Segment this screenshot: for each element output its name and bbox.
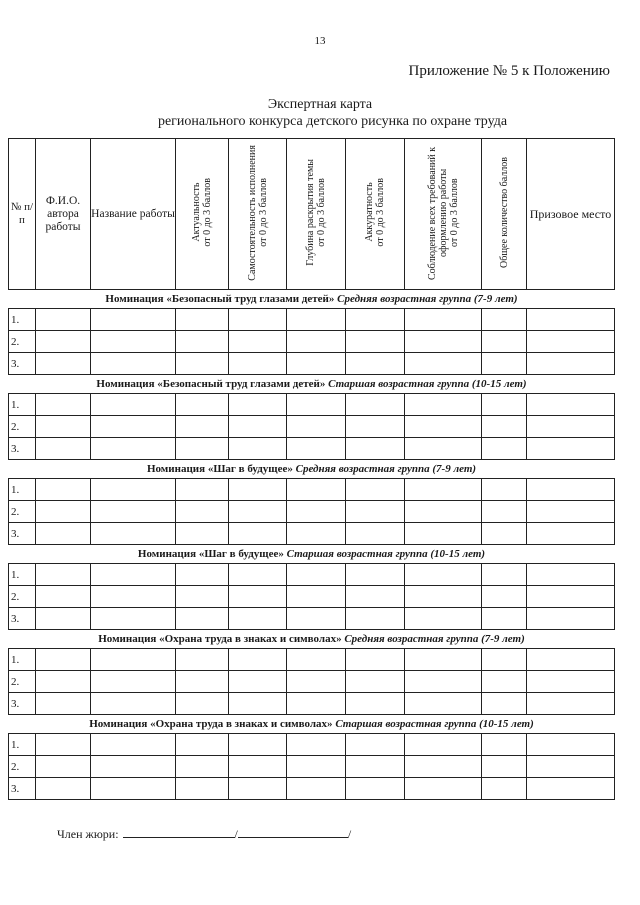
score-cell[interactable]	[482, 394, 527, 416]
row-number: 2.	[9, 671, 36, 693]
header-accuracy-scale: от 0 до 3 баллов	[375, 178, 386, 247]
score-cell[interactable]	[405, 394, 482, 416]
score-cell[interactable]	[91, 309, 176, 331]
nomination-row	[9, 290, 615, 309]
score-cell[interactable]	[346, 778, 405, 800]
score-cell[interactable]	[346, 671, 405, 693]
score-cell[interactable]	[527, 331, 615, 353]
table-row	[9, 523, 615, 545]
header-number: № п/п	[9, 139, 36, 290]
jury-separator-1: /	[234, 827, 238, 841]
score-cell[interactable]	[482, 416, 527, 438]
score-cell[interactable]	[229, 416, 287, 438]
score-cell[interactable]	[36, 693, 91, 715]
header-requirements	[405, 139, 482, 290]
score-cell[interactable]	[527, 479, 615, 501]
nomination-heading	[9, 715, 615, 734]
score-cell[interactable]	[176, 523, 229, 545]
score-cell[interactable]	[482, 501, 527, 523]
score-cell[interactable]	[346, 331, 405, 353]
score-cell[interactable]	[405, 353, 482, 375]
header-accuracy-label: Аккуратность	[364, 182, 375, 243]
score-cell[interactable]	[91, 438, 176, 460]
score-cell[interactable]	[176, 331, 229, 353]
score-cell[interactable]	[91, 671, 176, 693]
score-cell[interactable]	[527, 778, 615, 800]
score-cell[interactable]	[346, 438, 405, 460]
header-requirements-label: Соблюдение всех требований к оформлению работы	[426, 145, 449, 280]
score-cell[interactable]	[527, 438, 615, 460]
score-cell[interactable]	[346, 479, 405, 501]
title-line-1: Экспертная карта	[267, 97, 373, 112]
header-independence-scale: от 0 до 3 баллов	[257, 178, 269, 247]
score-cell[interactable]	[405, 586, 482, 608]
nomination-name: Номинация «Шаг в будущее»	[146, 463, 293, 475]
score-cell[interactable]	[229, 394, 287, 416]
score-cell[interactable]	[346, 501, 405, 523]
score-cell[interactable]	[346, 756, 405, 778]
score-cell[interactable]	[405, 309, 482, 331]
nomination-row	[9, 460, 615, 479]
score-cell[interactable]	[176, 778, 229, 800]
header-theme-depth-scale: от 0 до 3 баллов	[316, 178, 327, 247]
score-cell[interactable]	[346, 309, 405, 331]
row-number: 2.	[9, 331, 36, 353]
score-cell[interactable]	[287, 608, 346, 630]
score-cell[interactable]	[91, 479, 176, 501]
nomination-name: Номинация «Охрана труда в знаках и символах»	[98, 633, 342, 645]
score-cell[interactable]	[482, 608, 527, 630]
score-cell[interactable]	[527, 523, 615, 545]
score-cell[interactable]	[91, 756, 176, 778]
table-row	[9, 649, 615, 671]
score-cell[interactable]	[176, 394, 229, 416]
score-cell[interactable]	[176, 438, 229, 460]
row-number: 1.	[9, 649, 36, 671]
nomination-row	[9, 545, 615, 564]
score-cell[interactable]	[346, 523, 405, 545]
score-cell[interactable]	[287, 523, 346, 545]
score-cell[interactable]	[527, 608, 615, 630]
score-cell[interactable]	[229, 671, 287, 693]
score-cell[interactable]	[405, 608, 482, 630]
score-cell[interactable]	[229, 523, 287, 545]
score-cell[interactable]	[287, 309, 346, 331]
score-cell[interactable]	[229, 756, 287, 778]
table-row	[9, 734, 615, 756]
title-line-2: регионального конкурса детского рисунка по охране труда	[157, 114, 508, 129]
score-cell[interactable]	[91, 564, 176, 586]
row-number: 2.	[9, 416, 36, 438]
score-cell[interactable]	[527, 734, 615, 756]
page-number: 13	[314, 35, 326, 47]
header-relevance-scale: от 0 до 3 баллов	[202, 178, 213, 247]
nomination-age-group: Средняя возрастная группа (7-9 лет)	[337, 293, 518, 305]
score-cell[interactable]	[287, 564, 346, 586]
nomination-row	[9, 630, 615, 649]
document-title	[0, 96, 640, 130]
score-cell[interactable]	[176, 586, 229, 608]
nomination-heading	[9, 375, 615, 394]
row-number: 2.	[9, 501, 36, 523]
header-independence-label: Самостоятельность исполнения	[246, 144, 258, 281]
score-cell[interactable]	[287, 734, 346, 756]
jury-label: Член жюри:	[57, 827, 119, 841]
expert-card-table	[8, 138, 615, 800]
header-relevance-label: Актуальность	[191, 182, 202, 243]
score-cell[interactable]	[176, 309, 229, 331]
score-cell[interactable]	[91, 734, 176, 756]
score-cell[interactable]	[91, 586, 176, 608]
table-row	[9, 394, 615, 416]
score-cell[interactable]	[36, 564, 91, 586]
score-cell[interactable]	[405, 479, 482, 501]
score-cell[interactable]	[91, 394, 176, 416]
table-row	[9, 564, 615, 586]
score-cell[interactable]	[287, 331, 346, 353]
nomination-name: Номинация «Безопасный труд глазами детей»	[96, 378, 326, 390]
table-row	[9, 778, 615, 800]
score-cell[interactable]	[287, 416, 346, 438]
score-cell[interactable]	[36, 416, 91, 438]
score-cell[interactable]	[346, 693, 405, 715]
score-cell[interactable]	[482, 693, 527, 715]
score-cell[interactable]	[229, 564, 287, 586]
score-cell[interactable]	[229, 649, 287, 671]
score-cell[interactable]	[36, 394, 91, 416]
score-cell[interactable]	[405, 778, 482, 800]
nomination-heading	[9, 630, 615, 649]
jury-name-blank[interactable]	[238, 825, 348, 838]
score-cell[interactable]	[176, 756, 229, 778]
score-cell[interactable]	[91, 693, 176, 715]
row-number: 1.	[9, 309, 36, 331]
nomination-heading	[9, 460, 615, 479]
score-cell[interactable]	[287, 693, 346, 715]
score-cell[interactable]	[287, 649, 346, 671]
header-total-score-label: Общее количество баллов	[498, 157, 510, 268]
nomination-age-group: Средняя возрастная группа (7-9 лет)	[295, 463, 477, 475]
score-cell[interactable]	[482, 479, 527, 501]
score-cell[interactable]	[36, 353, 91, 375]
header-relevance	[176, 139, 229, 290]
table-row	[9, 353, 615, 375]
table-row	[9, 501, 615, 523]
nomination-heading	[9, 290, 615, 309]
score-cell[interactable]	[229, 331, 287, 353]
score-cell[interactable]	[176, 564, 229, 586]
score-cell[interactable]	[527, 693, 615, 715]
score-cell[interactable]	[176, 353, 229, 375]
nomination-row	[9, 375, 615, 394]
score-cell[interactable]	[229, 586, 287, 608]
score-cell[interactable]	[91, 608, 176, 630]
score-cell[interactable]	[482, 523, 527, 545]
score-cell[interactable]	[346, 608, 405, 630]
score-cell[interactable]	[229, 353, 287, 375]
score-cell[interactable]	[36, 523, 91, 545]
score-cell[interactable]	[36, 309, 91, 331]
score-cell[interactable]	[482, 564, 527, 586]
score-cell[interactable]	[405, 649, 482, 671]
score-cell[interactable]	[229, 778, 287, 800]
table-body	[9, 290, 615, 800]
row-number: 3.	[9, 608, 36, 630]
score-cell[interactable]	[36, 756, 91, 778]
score-cell[interactable]	[405, 416, 482, 438]
score-cell[interactable]	[287, 671, 346, 693]
score-cell[interactable]	[176, 608, 229, 630]
header-theme-depth-label: Глубина раскрытия темы	[305, 159, 316, 266]
score-cell[interactable]	[36, 608, 91, 630]
score-cell[interactable]	[482, 756, 527, 778]
appendix-label: Приложение № 5 к Положению	[408, 63, 610, 79]
table-row	[9, 479, 615, 501]
row-number: 1.	[9, 564, 36, 586]
score-cell[interactable]	[287, 501, 346, 523]
score-cell[interactable]	[405, 756, 482, 778]
table-row	[9, 756, 615, 778]
score-cell[interactable]	[346, 734, 405, 756]
score-cell[interactable]	[527, 353, 615, 375]
score-cell[interactable]	[36, 649, 91, 671]
score-cell[interactable]	[91, 649, 176, 671]
score-cell[interactable]	[346, 353, 405, 375]
score-cell[interactable]	[482, 309, 527, 331]
table-row	[9, 309, 615, 331]
nomination-row	[9, 715, 615, 734]
score-cell[interactable]	[482, 649, 527, 671]
score-cell[interactable]	[405, 523, 482, 545]
score-cell[interactable]	[405, 438, 482, 460]
score-cell[interactable]	[287, 394, 346, 416]
score-cell[interactable]	[482, 734, 527, 756]
score-cell[interactable]	[346, 394, 405, 416]
score-cell[interactable]	[346, 564, 405, 586]
table-row	[9, 693, 615, 715]
score-cell[interactable]	[346, 586, 405, 608]
score-cell[interactable]	[527, 309, 615, 331]
score-cell[interactable]	[91, 778, 176, 800]
score-cell[interactable]	[229, 608, 287, 630]
score-cell[interactable]	[176, 693, 229, 715]
jury-signature-blank[interactable]	[123, 825, 235, 838]
score-cell[interactable]	[405, 671, 482, 693]
score-cell[interactable]	[346, 416, 405, 438]
score-cell[interactable]	[405, 331, 482, 353]
score-cell[interactable]	[36, 586, 91, 608]
row-number: 3.	[9, 778, 36, 800]
table-row	[9, 608, 615, 630]
score-cell[interactable]	[287, 479, 346, 501]
score-cell[interactable]	[287, 586, 346, 608]
score-cell[interactable]	[176, 501, 229, 523]
header-requirements-scale: от 0 до 3 баллов	[448, 178, 460, 247]
score-cell[interactable]	[405, 693, 482, 715]
score-cell[interactable]	[91, 331, 176, 353]
score-cell[interactable]	[527, 416, 615, 438]
score-cell[interactable]	[91, 416, 176, 438]
row-number: 3.	[9, 693, 36, 715]
row-number: 3.	[9, 353, 36, 375]
score-cell[interactable]	[229, 309, 287, 331]
score-cell[interactable]	[229, 438, 287, 460]
score-cell[interactable]	[229, 693, 287, 715]
score-cell[interactable]	[527, 649, 615, 671]
nomination-name: Номинация «Охрана труда в знаках и символах»	[89, 718, 333, 730]
score-cell[interactable]	[405, 734, 482, 756]
score-cell[interactable]	[36, 479, 91, 501]
score-cell[interactable]	[176, 416, 229, 438]
header-author: Ф.И.О. автора работы	[36, 139, 91, 290]
score-cell[interactable]	[527, 564, 615, 586]
header-total-score	[482, 139, 527, 290]
jury-signature-line	[57, 825, 351, 842]
score-cell[interactable]	[36, 671, 91, 693]
nomination-name: Номинация «Безопасный труд глазами детей»	[105, 293, 335, 305]
row-number: 3.	[9, 523, 36, 545]
row-number: 1.	[9, 479, 36, 501]
score-cell[interactable]	[287, 756, 346, 778]
score-cell[interactable]	[405, 564, 482, 586]
score-cell[interactable]	[229, 734, 287, 756]
header-prize-place: Призовое место	[527, 139, 615, 290]
row-number: 1.	[9, 734, 36, 756]
table-row	[9, 671, 615, 693]
table-row	[9, 438, 615, 460]
nomination-age-group: Старшая возрастная группа (10-15 лет)	[286, 548, 486, 560]
score-cell[interactable]	[36, 778, 91, 800]
table-header-row	[9, 139, 615, 290]
score-cell[interactable]	[527, 756, 615, 778]
score-cell[interactable]	[287, 438, 346, 460]
nomination-age-group: Старшая возрастная группа (10-15 лет)	[328, 378, 527, 390]
score-cell[interactable]	[91, 523, 176, 545]
score-cell[interactable]	[176, 734, 229, 756]
row-number: 3.	[9, 438, 36, 460]
score-cell[interactable]	[405, 501, 482, 523]
header-theme-depth	[287, 139, 346, 290]
nomination-name: Номинация «Шаг в будущее»	[137, 548, 284, 560]
score-cell[interactable]	[527, 394, 615, 416]
score-cell[interactable]	[91, 501, 176, 523]
nomination-heading	[9, 545, 615, 564]
score-cell[interactable]	[176, 649, 229, 671]
header-accuracy	[346, 139, 405, 290]
table-row	[9, 416, 615, 438]
row-number: 2.	[9, 586, 36, 608]
score-cell[interactable]	[176, 479, 229, 501]
score-cell[interactable]	[287, 778, 346, 800]
score-cell[interactable]	[36, 438, 91, 460]
table-row	[9, 586, 615, 608]
score-cell[interactable]	[229, 479, 287, 501]
score-cell[interactable]	[482, 331, 527, 353]
score-cell[interactable]	[482, 438, 527, 460]
score-cell[interactable]	[527, 586, 615, 608]
table-row	[9, 331, 615, 353]
score-cell[interactable]	[91, 353, 176, 375]
score-cell[interactable]	[482, 671, 527, 693]
score-cell[interactable]	[229, 501, 287, 523]
nomination-age-group: Старшая возрастная группа (10-15 лет)	[335, 718, 534, 730]
score-cell[interactable]	[287, 353, 346, 375]
row-number: 2.	[9, 756, 36, 778]
score-cell[interactable]	[36, 331, 91, 353]
score-cell[interactable]	[482, 586, 527, 608]
score-cell[interactable]	[482, 353, 527, 375]
nomination-age-group: Средняя возрастная группа (7-9 лет)	[344, 633, 525, 645]
score-cell[interactable]	[527, 671, 615, 693]
score-cell[interactable]	[482, 778, 527, 800]
score-cell[interactable]	[36, 734, 91, 756]
jury-separator-2: /	[347, 827, 352, 841]
row-number: 1.	[9, 394, 36, 416]
score-cell[interactable]	[527, 501, 615, 523]
score-cell[interactable]	[176, 671, 229, 693]
header-work-title: Название работы	[91, 139, 176, 290]
header-independence	[229, 139, 287, 290]
score-cell[interactable]	[36, 501, 91, 523]
score-cell[interactable]	[346, 649, 405, 671]
